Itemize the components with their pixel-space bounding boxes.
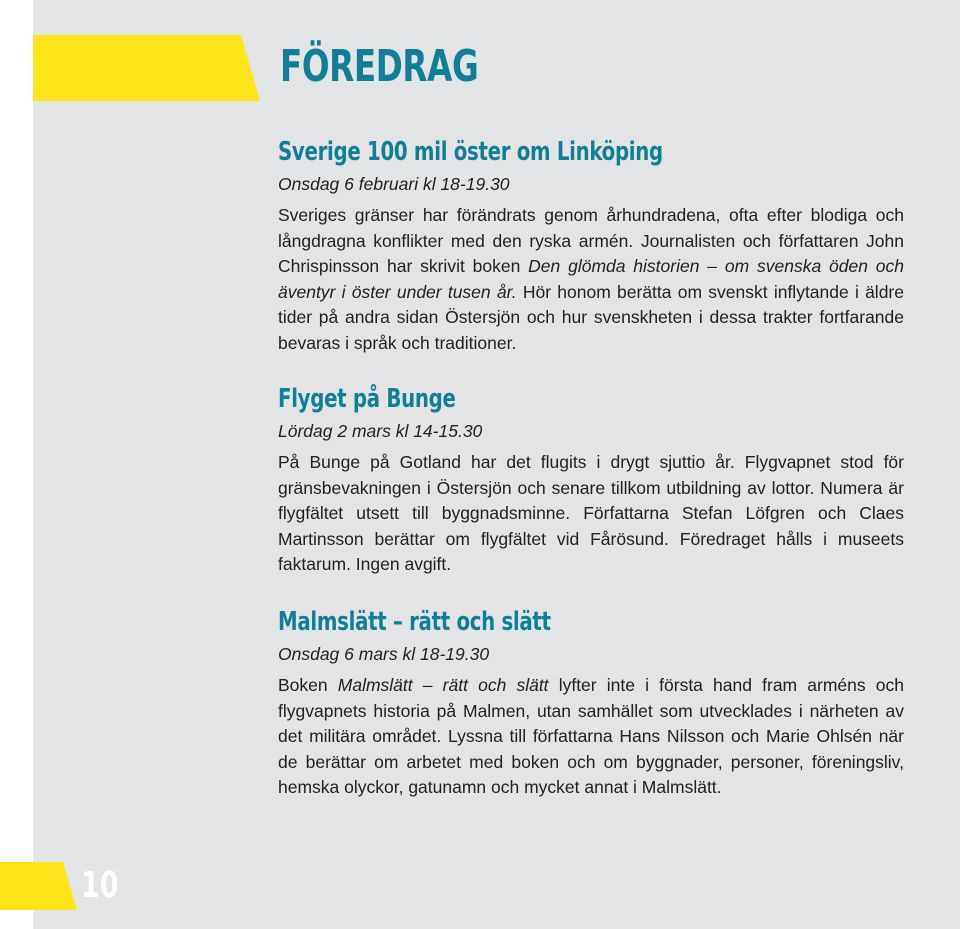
event-description-text: Sveriges gränser har förändrats genom århundradena, ofta efter blodiga och långdragna konflikter med den ryska armén. Journalisten och författaren John Chrispinsson har skrivit boken: [278, 205, 904, 276]
page-title: FÖREDRAG: [280, 41, 479, 92]
event-description-text: Hör honom berätta om svenskt inflytande i äldre tider på andra sidan Östersjön och hur svenskheten i dessa trakter fortfarande bevaras i språk och traditioner.: [278, 281, 904, 353]
header-yellow-band: [33, 35, 260, 101]
event-description: [278, 673, 904, 801]
book-title: Malmslätt – rätt och slätt: [337, 675, 549, 695]
event-description-text: lyfter inte i första hand fram arméns och flygvapnets historia på Malmen, utan samhället som utvecklades i närheten av det militära området. Lyssna till författarna Hans Nilsson och Marie Ohlsén när de berättar om arbetet med boken och om byggnader, personer, föreningsliv, hemska olyckor, gatunamn och mycket annat i Malmslätt.: [278, 675, 904, 797]
event-flyget: [278, 384, 904, 578]
event-title: Sverige 100 mil öster om Linköping: [278, 137, 663, 167]
event-description-text: Boken: [278, 675, 338, 695]
event-date: Lördag 2 mars kl 14-15.30: [278, 421, 483, 441]
event-description: [278, 450, 904, 578]
page-background: [33, 0, 960, 929]
event-title: Malmslätt – rätt och slätt: [278, 607, 551, 637]
book-title: Den glömda historien – om svenska öden och äventyr i öster under tusen år.: [278, 256, 904, 302]
event-date: Onsdag 6 mars kl 18-19.30: [278, 644, 490, 664]
event-description: [278, 203, 904, 356]
event-description-text: På Bunge på Gotland har det flugits i drygt sjuttio år. Flygvapnet stod för gränsbevakningen i Östersjön och senare tillkom utbildning av lottor. Numera är flygfältet utsett till byggnadsminne. Författarna Stefan Löfgren och Claes Martinsson berättar om flygfältet vid Fårösund. Föredraget hålls i museets faktarum. Ingen avgift.: [278, 452, 904, 574]
page-number: 10: [81, 865, 119, 906]
event-sverige: [278, 137, 904, 356]
event-title: Flyget på Bunge: [278, 384, 456, 414]
event-date: Onsdag 6 februari kl 18-19.30: [278, 174, 510, 194]
event-malmslatt: [278, 607, 904, 801]
